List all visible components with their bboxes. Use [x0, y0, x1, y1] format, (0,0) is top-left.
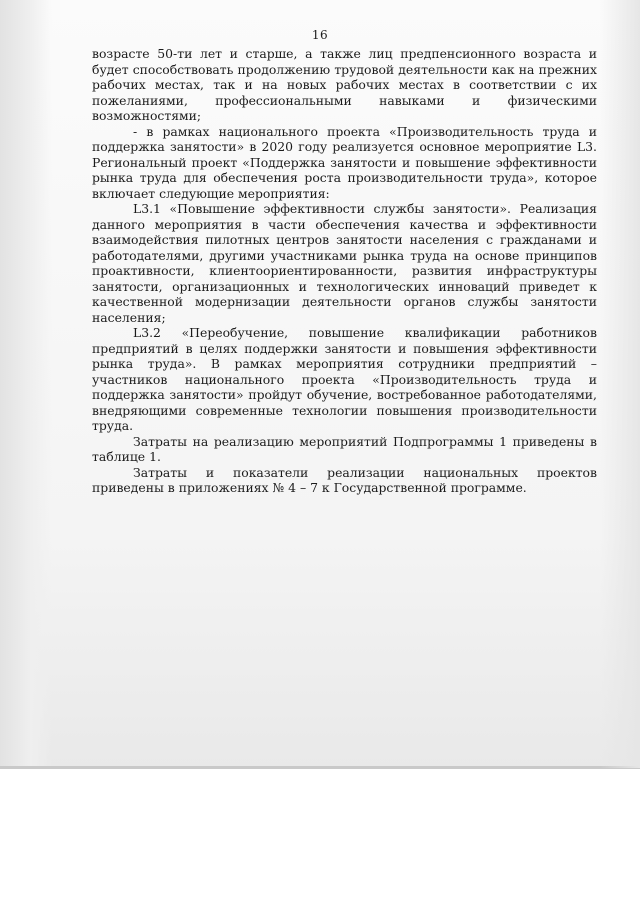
paragraph-continuation: возрасте 50-ти лет и старше, а также лиц предпенсионного возраста и будет способствовать продолжению трудовой деятельности как на прежних рабочих местах, так и на новых рабочих местах в соответствии с их пожеланиями, профессиональными навыками и физическими возможностями;	[92, 46, 597, 123]
page-bottom-edge	[0, 766, 640, 769]
document-body	[92, 46, 597, 496]
paragraph-costs-national-projects: Затраты и показатели реализации национальных проектов приведены в приложениях № 4 – 7 к Государственной программе.	[92, 464, 597, 495]
paragraph-l3-1: L3.1 «Повышение эффективности службы занятости». Реализация данного мероприятия в части обеспечения качества и эффективности взаимодействия пилотных центров занятости населения с гражданами и работодателями, другими участниками рынка труда на основе принципов проактивности, клиентоориентированности, развития инфраструктуры занятости, организационных и технологических инноваций приведет к качественной модернизации деятельности органов службы занятости населения;	[92, 201, 597, 325]
paragraph-national-project: - в рамках национального проекта «Производительность труда и поддержка занятости» в 2020 году реализуется основное мероприятие L3. Региональный проект «Поддержка занятости и повышение эффективности рынка труда для обеспечения роста производительности труда», которое включает следующие мероприятия:	[92, 123, 597, 201]
paragraph-costs-subprogram: Затраты на реализацию мероприятий Подпрограммы 1 приведены в таблице 1.	[92, 433, 597, 464]
page-number: 16	[311, 28, 329, 42]
paragraph-l3-2: L3.2 «Переобучение, повышение квалификации работников предприятий в целях поддержки занятости и повышения эффективности рынка труда». В рамках мероприятия сотрудники предприятий – участников национального проекта «Производительность труда и поддержка занятости» пройдут обучение, востребованное работодателями, внедряющими современные технологии повышения производительности труда.	[92, 325, 597, 433]
